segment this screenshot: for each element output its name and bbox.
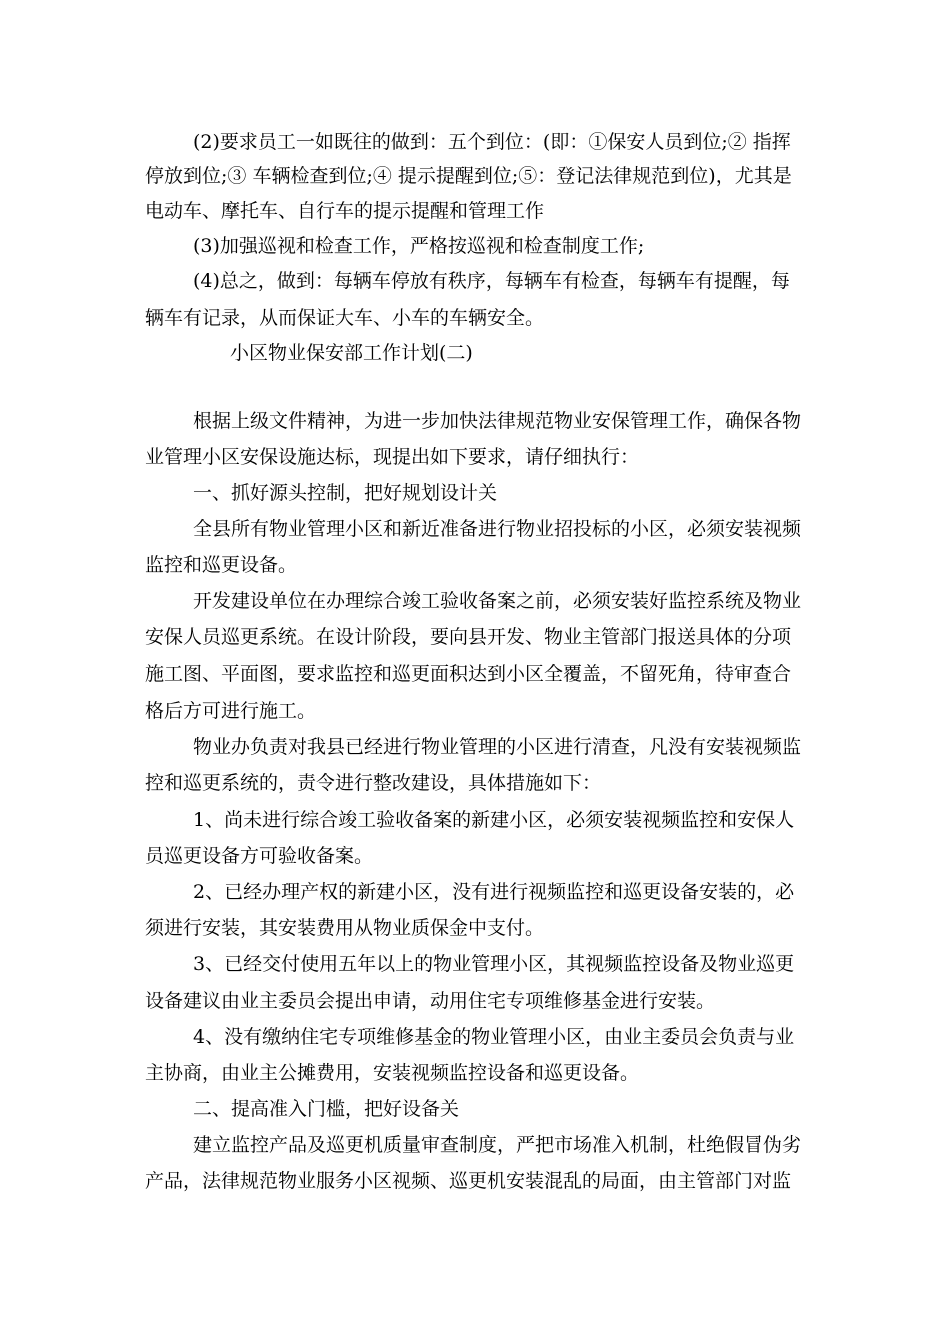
text-line: 主协商，由业主公摊费用，安装视频监控设备和巡更设备。 [145,1062,640,1084]
text-line: 建立监控产品及巡更机质量审查制度，严把市场准入机制，杜绝假冒伪劣 [193,1134,802,1156]
text-line: 4、没有缴纳住宅专项维修基金的物业管理小区，由业主委员会负责与业 [193,1026,795,1048]
text-line: 须进行安装，其安装费用从物业质保金中支付。 [145,917,545,939]
text-line: 安保人员巡更系统。在设计阶段，要向县开发、物业主管部门报送具体的分项 [145,626,792,648]
text-line: 辆车有记录，从而保证大车、小车的车辆安全。 [145,307,545,329]
text-line: 施工图、平面图，要求监控和巡更面积达到小区全覆盖，不留死角，待审查合 [145,663,792,685]
text-line: 业管理小区安保设施达标，现提出如下要求，请仔细执行： [145,446,640,468]
text-line: 开发建设单位在办理综合竣工验收备案之前，必须安装好监控系统及物业 [193,590,802,612]
text-line: 员巡更设备方可验收备案。 [145,845,374,867]
section-heading: 二、提高准入门槛，把好设备关 [193,1098,460,1120]
text-line: 产品，法律规范物业服务小区视频、巡更机安装混乱的局面，由主管部门对监 [145,1170,792,1192]
text-line: 物业办负责对我县已经进行物业管理的小区进行清查，凡没有安装视频监 [193,736,802,758]
text-line: 2、已经办理产权的新建小区，没有进行视频监控和巡更设备安装的，必 [193,881,795,903]
text-line: (3)加强巡视和检查工作，严格按巡视和检查制度工作; [193,235,645,257]
text-line: (4)总之，做到：每辆车停放有秩序，每辆车有检查，每辆车有提醒，每 [193,270,790,292]
text-line: 监控和巡更设备。 [145,554,298,576]
section-title: 小区物业保安部工作计划(二) [230,342,473,364]
text-line: 1、尚未进行综合竣工验收备案的新建小区，必须安装视频监控和安保人 [193,809,795,831]
section-heading: 一、抓好源头控制，把好规划设计关 [193,482,498,504]
text-line: 全县所有物业管理小区和新近准备进行物业招投标的小区，必须安装视频 [193,518,802,540]
text-line: 停放到位;③ 车辆检查到位;④ 提示提醒到位;⑤：登记法律规范到位)，尤其是 [145,165,792,187]
text-line: 设备建议由业主委员会提出申请，动用住宅专项维修基金进行安装。 [145,990,716,1012]
text-line: 3、已经交付使用五年以上的物业管理小区，其视频监控设备及物业巡更 [193,953,795,975]
text-line: (2)要求员工一如既往的做到：五个到位：(即：①保安人员到位;② 指挥 [193,131,791,153]
text-line: 格后方可进行施工。 [145,700,317,722]
text-line: 电动车、摩托车、自行车的提示提醒和管理工作 [145,200,545,222]
text-line: 控和巡更系统的，责令进行整改建设，具体措施如下： [145,772,602,794]
text-line: 根据上级文件精神，为进一步加快法律规范物业安保管理工作，确保各物 [193,410,802,432]
